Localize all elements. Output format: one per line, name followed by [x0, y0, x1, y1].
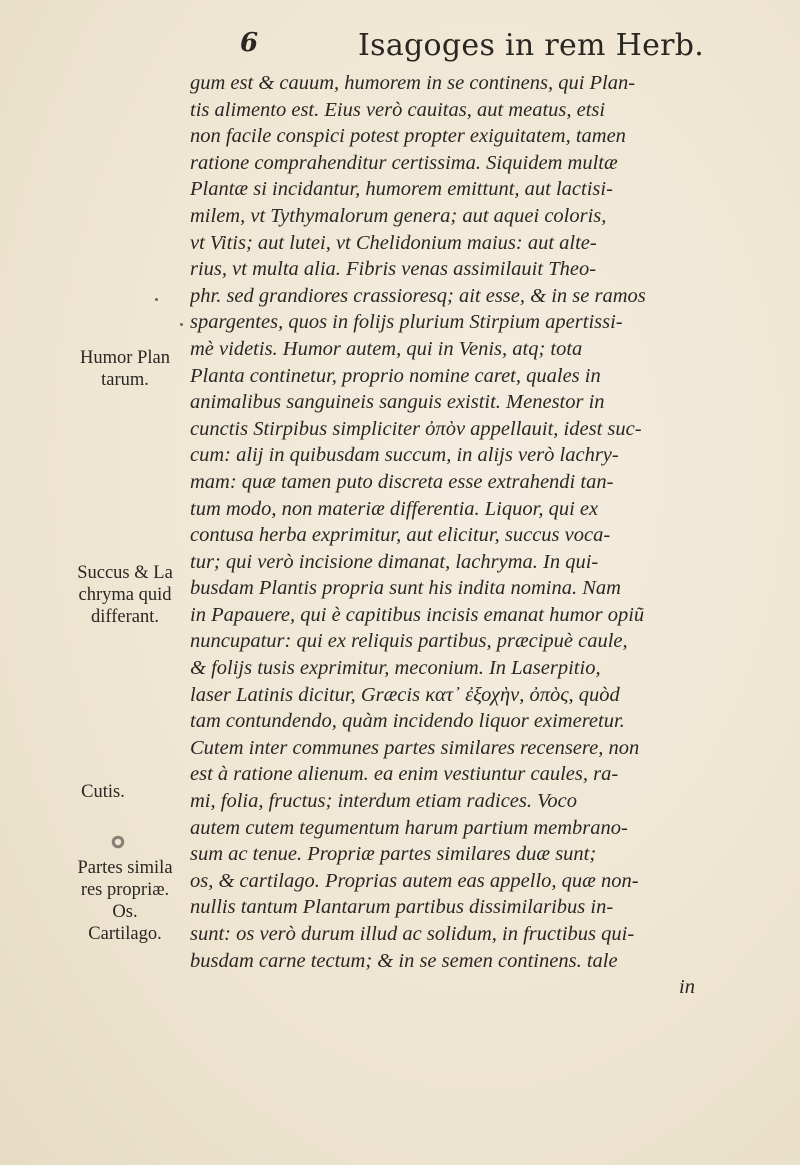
text-line: os, & cartilago. Proprias autem eas appello, quæ non- [190, 869, 639, 892]
text-line: milem, vt Tythymalorum genera; aut aquei coloris, [190, 204, 607, 227]
ink-speck [180, 323, 183, 326]
text-line: mè videtis. Humor autem, qui in Venis, atq; tota [190, 337, 583, 360]
margin-note-partes: Partes simila res propriæ. Os. Cartilago. [77, 858, 173, 944]
text-line: nullis tantum Plantarum partibus dissimilaribus in- [190, 896, 614, 919]
text-line: rius, vt multa alia. Fibris venas assimilauit Theo- [190, 258, 597, 281]
text-line: tis alimento est. Eius verò cauitas, aut meatus, etsi [190, 98, 606, 121]
text-line: busdam Plantis propria sunt his indita nomina. Nam [190, 577, 621, 600]
text-line: Cutem inter communes partes similares recensere, non [190, 736, 640, 759]
text-line: cunctis Stirpibus simpliciter ὀπὸν appellauit, idest suc- [190, 417, 642, 440]
text-line: mi, folia, fructus; interdum etiam radices. Voco [190, 790, 577, 813]
text-line: animalibus sanguineis sanguis existit. Menestor in [190, 391, 605, 414]
margin-note-succus: Succus & La chryma quid differant. [77, 563, 173, 627]
text-line: autem cutem tegumentum harum partium membrano- [190, 816, 628, 839]
text-line: gum est & cauum, humorem in se continens, qui Plan- [190, 72, 636, 94]
text-line: sunt: os verò durum illud ac solidum, in fructibus qui- [190, 923, 635, 945]
text-line: tur; qui verò incisione dimanat, lachryma. In qui- [190, 550, 599, 573]
text-line: busdam carne tectum; & in se semen continens. tale [190, 949, 618, 972]
text-line: tum modo, non materiæ differentia. Liquor, qui ex [190, 497, 599, 520]
text-line: spargentes, quos in folijs plurium Stirpium apertissi- [190, 311, 623, 334]
text-line: nuncupatur: qui ex reliquis partibus, præcipuè caule, [190, 630, 628, 653]
margin-note-humor: Humor Plan tarum. [80, 348, 170, 390]
text-line: non facile conspici potest propter exiguitatem, tamen [190, 125, 626, 148]
text-line: tam contundendo, quàm incidendo liquor eximeretur. [190, 710, 625, 733]
text-line: vt Vitis; aut lutei, vt Chelidonium maius: aut alte- [190, 231, 597, 254]
text-line: cum: alij in quibusdam succum, in alijs verò lachry- [190, 444, 619, 467]
text-line: Plantæ si incidantur, humorem emittunt, aut lactisi- [190, 178, 613, 201]
fleuron-ornament [109, 833, 127, 851]
page-number: 6 [240, 28, 259, 58]
ink-speck [155, 298, 158, 301]
text-line: est à ratione alienum. ea enim vestiuntur caules, ra- [190, 763, 619, 786]
text-line: Planta continetur, proprio nomine caret, quales in [190, 364, 601, 387]
margin-note-cutis: Cutis. [81, 782, 125, 802]
text-line: contusa herba exprimitur, aut elicitur, succus voca- [190, 524, 611, 547]
text-line: ratione comprahenditur certissima. Siquidem multæ [190, 151, 618, 174]
text-line: in Papauere, qui è capitibus incisis emanat humor opiũ [190, 603, 645, 626]
page-header [240, 22, 740, 72]
body-text [190, 70, 765, 1001]
catchword: in [679, 976, 695, 999]
running-title: Isagoges in rem Herb. [358, 28, 705, 63]
text-line: sum ac tenue. Propriæ partes similares duæ sunt; [190, 843, 597, 866]
text-line: laser Latinis dicitur, Græcis κατ᾽ ἐξοχὴν, ὀπὸς, quòd [190, 683, 620, 706]
text-line: & folijs tusis exprimitur, meconium. In Laserpitio, [190, 657, 601, 680]
text-line: mam: quæ tamen puto discreta esse extrahendi tan- [190, 470, 614, 493]
text-line: phr. sed grandiores crassioresq; ait esse, & in se ramos [190, 284, 646, 307]
